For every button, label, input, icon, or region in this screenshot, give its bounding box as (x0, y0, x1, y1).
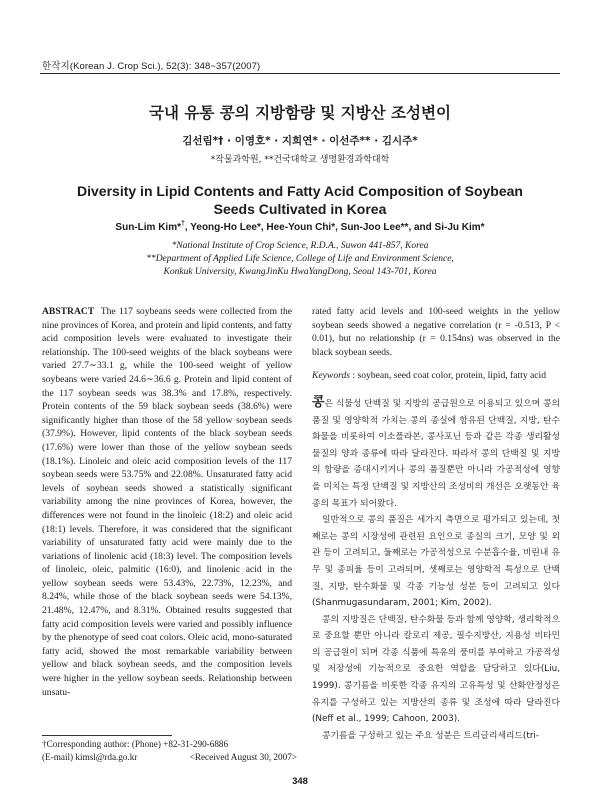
affiliation-line-2: **Department of Applied Life Science, College of Life and Environment Science, (146, 254, 454, 264)
right-column (312, 305, 560, 744)
affiliation-line-3: Konkuk University, KwangJinKu HwaYangDong, Seoul 143-701, Korea (163, 267, 437, 277)
footnote-phone: †Corresponding author: (Phone) +82-31-290-6886 (42, 739, 229, 749)
header-rule (40, 73, 560, 74)
body-paragraph-1-text: 은 식물성 단백질 및 지방의 공급원으로 이용되고 있으며 콩의 품질 및 영양학적 가치는 콩의 종실에 함유된 단백질, 지방, 탄수화물을 비롯하여 이소플라본, 콩사포닌 등과 같은 각종 생리활성물질의 양과 종류에 따라 달라진다. 따라서 콩의 단백질 및 지방의 함량을 증대시키거나 콩의 품질뿐만 아니라 가공적성에 영향을 미치는 특정 단백질 및 지방산의 조성비의 개선은 오랫동안 육종의 목표가 되어왔다. (312, 398, 560, 509)
corresponding-mark: † (180, 220, 185, 228)
body-paragraph-2: 일반적으로 콩의 품질은 세가지 측면으로 평가되고 있는데, 첫째로는 콩의 시장성에 관련된 요인으로 종실의 크기, 모양 및 외관 등이 고려되고, 둘째로는 가공적성으로 수분흡수율, 비린내 유무 및 종피율 등이 고려되며, 셋째로는 영양학적 특성으로 단백질, 지방, 탄수화물 및 각종 기능성 성분 등이 고려되고 있다(Shanmugasundaram, 2001; Kim, 2002). (312, 515, 560, 609)
body-paragraph-4: 콩기름을 구성하고 있는 주요 성분은 트리글리세리드(tri- (322, 730, 540, 741)
abstract-continuation: rated fatty acid levels and 100-seed weights in the yellow soybean seeds showed a negative correlation (r = -0.513, P < 0.01), but no relationship (r = 0.154ns) was observed in the black soybean seeds. (312, 306, 560, 358)
footnote (42, 738, 297, 764)
english-title-line-2: Seeds Cultivated in Korea (213, 201, 387, 217)
keywords (312, 369, 560, 383)
journal-citation: 한작지(Korean J. Crop Sci.), 52(3): 348~357(2007) (42, 61, 261, 72)
korean-body (312, 395, 560, 744)
other-authors: , Yeong-Ho Lee*, Hee-Youn Chi*, Sun-Joo Lee**, and Si-Ju Kim* (184, 222, 485, 233)
english-title (0, 182, 600, 218)
korean-title: 국내 유통 콩의 지방함량 및 지방산 조성변이 (149, 104, 451, 122)
abstract-heading: ABSTRACT (42, 306, 95, 317)
body-paragraph-3: 콩의 지방질은 단백질, 탄수화물 등과 함께 영양학, 생리학적으로 중요할 뿐만 아니라 칼로리 제공, 필수지방산, 지용성 비타민의 공급원이 되며 각종 식품에 특유의 풍미를 부여하고 가공적성 및 저장성에 기능적으로 중요한 역할을 담당하고 있다(Liu, 1999). 콩기름을 비롯한 각종 유지의 고유특성 및 산화안정성은 유지를 구성하고 있는 지방산의 종류 및 조성에 따라 달라진다(Neff et al., 1999; Cahoon, 2003). (312, 614, 560, 725)
footnote-email: (E-mail) kimsl@rda.go.kr (42, 751, 138, 762)
korean-authors: 김선림*† · 이영호* · 지희연* · 이선주** · 김시주* (182, 135, 418, 147)
abstract-text: The 117 soybeans seeds were collected from the nine provinces of Korea, and protein and lipid contents, and fatty acid composition levels were evaluated to investigate their relationship. The 100-seed weights of the black soybeans were varied 27.7∼33.1 g, while the 100-seed weight of yellow soybeans were varied 24.6∼36.6 g. Protein and lipid content of the 117 soybean seeds was 38.3% and 17.8%, respectively. Protein contents of the 59 black soybean seeds (38.6%) were significantly higher than those of the 58 yellow soybean seeds (37.9%). However, lipid contents of the black soybean seeds (17.6%) were lower than those of the yellow soybean seeds (18.1%). Linoleic and oleic acid composition levels of the 117 soybean seeds were 53.75% and 22.08%. Unsaturated fatty acid levels of soybean seeds showed a statistically significant variability among the nine provinces of Korea, however, the differences were not found in the linoleic (18:2) and oleic acid (18:1) levels. Therefore, it was considered that the significant variability of unsaturated fatty acid were mainly due to the variations of linolenic acid (18:3) level. The composition levels of linoleic, oleic, palmitic (16:0), and linolenic acid in the yellow soybean seeds were 53.43%, 22.73%, 12.23%, and 8.24%, while those of the black soybean seeds were 54.13%, 21.48%, 12.47%, and 8.31%. Obtained results suggested that fatty acid composition levels were varied and possibly influence by the phenotype of seed coat colors. Oleic acid, mono-saturated fatty acid, showed the most remarkable variability between yellow and black soybean seeds, and the composition levels were higher in the yellow soybean seeds. Relationship between unsatu- (42, 306, 293, 698)
english-authors (0, 222, 600, 233)
body-paragraph-1 (312, 395, 560, 512)
drop-cap: 콩 (312, 394, 325, 410)
abstract-column (42, 305, 292, 699)
footnote-row-2 (42, 751, 297, 764)
keywords-text: : soybean, seed coat color, protein, lipid, fatty acid (350, 370, 546, 382)
footnote-rule (42, 735, 172, 736)
korean-affiliation: *작물과학원, **건국대학교 생명환경과학대학 (210, 155, 390, 165)
affiliation-line-1: *National Institute of Crop Science, R.D.A., Suwon 441-857, Korea (171, 241, 429, 251)
footnote-received: <Received August 30, 2007> (189, 751, 297, 762)
first-author: Sun-Lim Kim* (115, 222, 181, 233)
keywords-label: Keywords (312, 370, 351, 382)
english-affiliation (0, 240, 600, 279)
page-number: 348 (292, 776, 308, 787)
english-title-line-1: Diversity in Lipid Contents and Fatty Acid Composition of Soybean (77, 183, 523, 199)
